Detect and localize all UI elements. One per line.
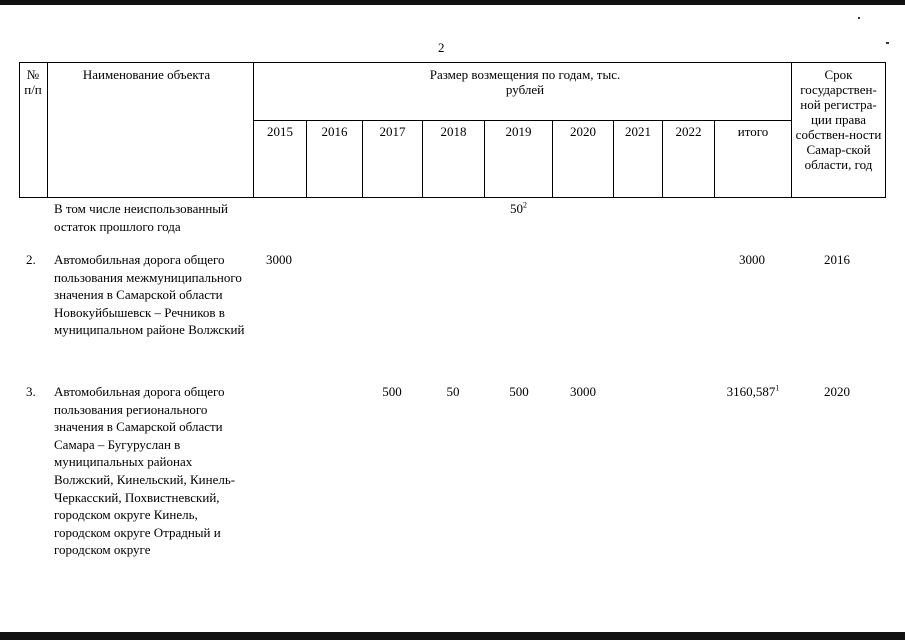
row-3-total <box>715 383 791 401</box>
row-2-name: Автомобильная дорога общего пользования межмуниципального значения в Самарской области Новокуйбышевск – Речников в муниципальном районе Волжский <box>54 252 245 338</box>
row-2-no: 2. <box>26 252 36 267</box>
header-amount: Размер возмещения по годам, тыс. рублей <box>429 67 621 97</box>
row-subtotal-name: В том числе неиспользованный остаток прошлого года <box>54 201 228 234</box>
header-deadline: Срок государствен-ной регистра-ции права собствен-ности Самар-ской области, год <box>795 67 882 172</box>
scan-edge-bottom <box>0 632 905 640</box>
year-2017: 2017 <box>379 124 406 139</box>
border-right <box>885 62 886 198</box>
year-2015: 2015 <box>267 124 293 139</box>
year-2021: 2021 <box>625 124 651 139</box>
row-3-2020: 3000 <box>570 384 596 399</box>
year-2022: 2022 <box>675 124 702 139</box>
year-total: итого <box>737 124 769 139</box>
footnote-mark: 2 <box>523 200 527 210</box>
year-2016: 2016 <box>321 124 348 139</box>
table-top-border <box>19 62 885 63</box>
value-2019: 50 <box>510 201 523 216</box>
row-3-no: 3. <box>26 384 36 399</box>
footnote-mark: 1 <box>775 383 780 393</box>
row-2-total: 3000 <box>739 252 765 267</box>
year-2019: 2019 <box>505 124 532 139</box>
row-3-2019: 500 <box>509 384 529 399</box>
row-3-2017: 500 <box>382 384 402 399</box>
page-number: 2 <box>438 40 445 55</box>
year-2020: 2020 <box>570 124 596 139</box>
header-no: № п/п <box>24 67 42 97</box>
border-no <box>47 62 48 198</box>
year-2018: 2018 <box>440 124 467 139</box>
row-2-deadline: 2016 <box>824 252 850 267</box>
row-3-deadline: 2020 <box>824 384 850 399</box>
row-2-2015: 3000 <box>266 252 292 267</box>
scan-speck <box>858 17 860 19</box>
scan-speck <box>886 42 889 44</box>
row-3-name: Автомобильная дорога общего пользования регионального значения в Самарской области Самара – Бугуруслан в муниципальных районах Волжский, Кинельский, Кинель-Черкасский, Похвистневский, городском округе Кинель, городском округе Отрадный и городском округе <box>54 384 236 558</box>
row-3-2018: 50 <box>446 384 460 399</box>
row-subtotal-2019 <box>485 200 552 218</box>
header-bottom-border <box>19 197 885 198</box>
header-name: Наименование объекта <box>82 67 211 82</box>
value-total: 3160,587 <box>726 384 776 399</box>
years-row-top <box>253 120 791 121</box>
scan-edge-top <box>0 0 905 5</box>
